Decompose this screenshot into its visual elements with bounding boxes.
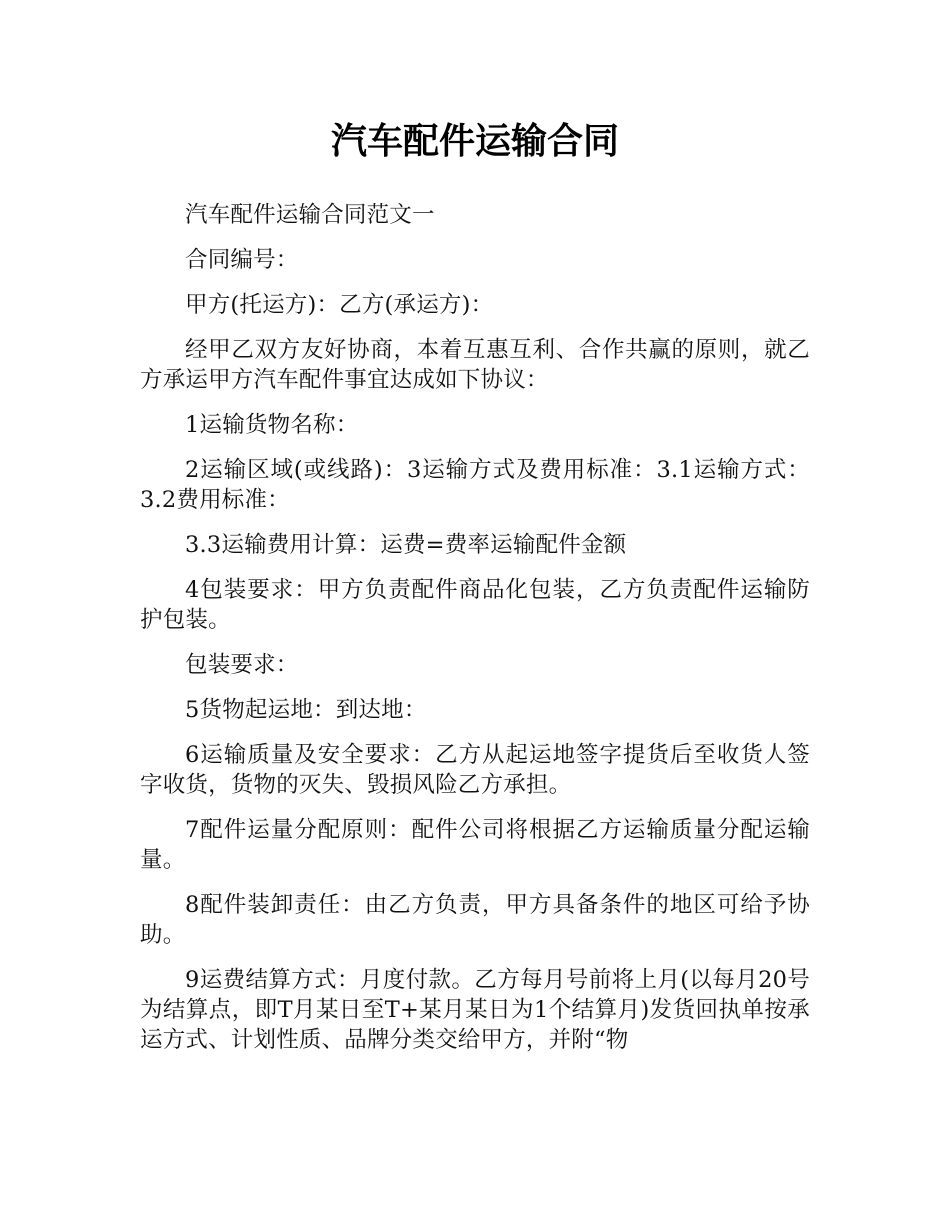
paragraph: 6运输质量及安全要求：乙方从起运地签字提货后至收货人签字收货，货物的灭失、毁损风险乙方承担。 <box>140 742 810 798</box>
document-title: 汽车配件运输合同 <box>330 121 619 162</box>
paragraph: 包装要求： <box>185 652 299 678</box>
paragraph: 5货物起运地：到达地： <box>185 697 427 723</box>
paragraph: 经甲乙双方友好协商，本着互惠互利、合作共赢的原则，就乙方承运甲方汽车配件事宜达成如下协议： <box>140 337 810 393</box>
paragraph: 2运输区域(或线路)：3运输方式及费用标准：3.1运输方式：3.2费用标准： <box>140 457 810 513</box>
paragraph: 8配件装卸责任：由乙方负责，甲方具备条件的地区可给予协助。 <box>140 892 810 948</box>
paragraph: 1运输货物名称： <box>185 412 359 438</box>
paragraph: 9运费结算方式：月度付款。乙方每月号前将上月(以每月20号为结算点，即T月某日至T+某月某日为1个结算月)发货回执单按承运方式、计划性质、品牌分类交给甲方，并附“物 <box>140 967 810 1053</box>
paragraph: 4包装要求：甲方负责配件商品化包装，乙方负责配件运输防护包装。 <box>140 577 810 633</box>
paragraph: 7配件运量分配原则：配件公司将根据乙方运输质量分配运输量。 <box>140 817 810 873</box>
paragraph: 3.3运输费用计算：运费=费率运输配件金额 <box>185 532 627 558</box>
document-body <box>140 200 810 1070</box>
paragraph: 甲方(托运方)：乙方(承运方)： <box>185 292 494 318</box>
paragraph: 合同编号： <box>185 247 299 273</box>
paragraph: 汽车配件运输合同范文一 <box>185 202 435 228</box>
